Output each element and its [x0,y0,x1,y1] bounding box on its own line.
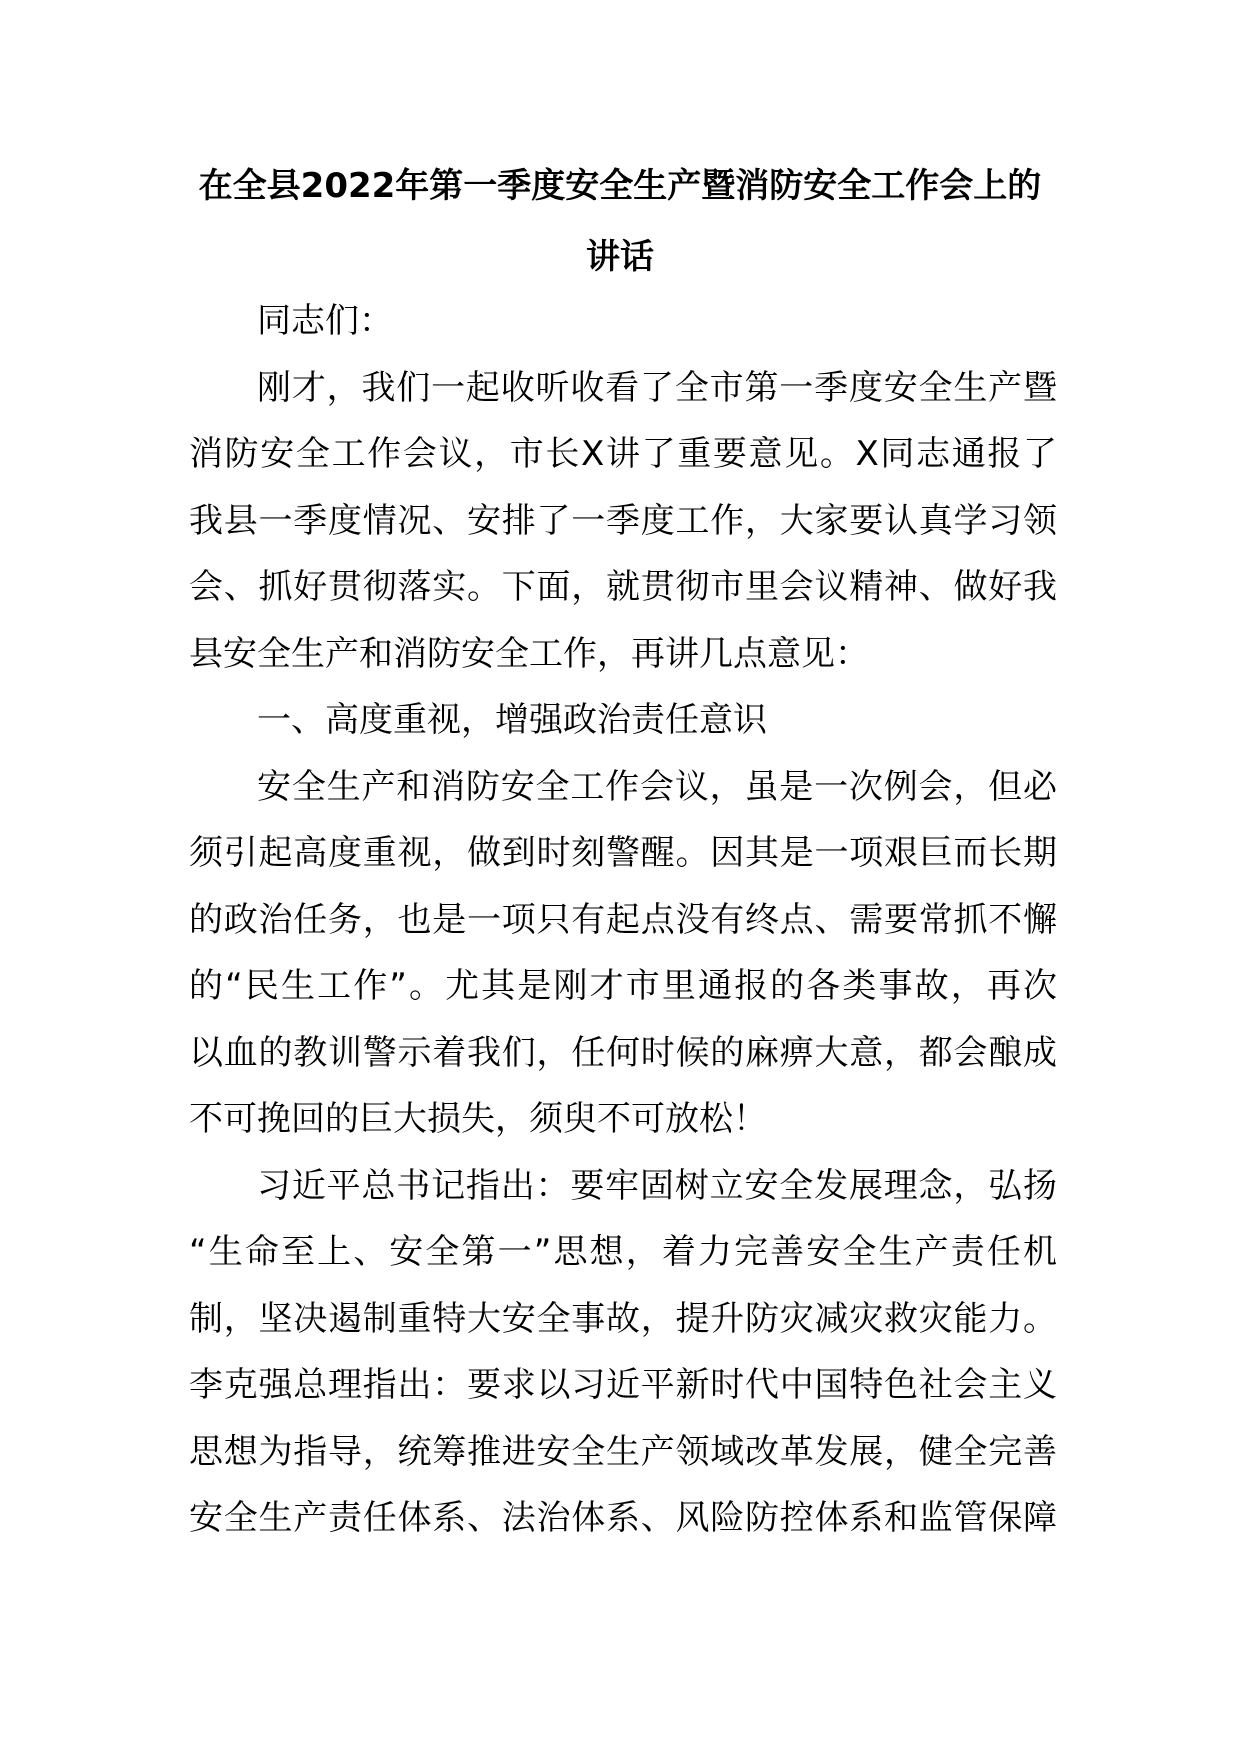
text-line: 安全生产和消防安全工作会议，虽是一次例会，但必 [257,766,1057,807]
text-line: 一、高度重视，增强政治责任意识 [257,700,767,740]
text-line: 安全生产责任体系、法治体系、风险防控体系和监管保障 [189,1498,1057,1538]
text-line: 刚才，我们一起收听收看了全市第一季度安全生产暨 [257,367,1057,408]
title-line: 讲话 [586,237,654,277]
salutation [189,288,1057,355]
text-line: 县安全生产和消防安全工作，再讲几点意见： [189,633,869,674]
text-line: 的“民生工作”。尤其是刚才市里通报的各类事故，再次 [189,966,1057,1006]
paragraph-intro [189,355,1057,688]
text-line: 不可挽回的巨大损失，须臾不可放松！ [189,1099,767,1139]
section-heading [189,687,1057,754]
text-line: 思想为指导，统筹推进安全生产领域改革发展，健全完善 [189,1431,1057,1472]
document-title [150,151,1090,293]
paragraph [189,754,1057,1153]
paragraph [189,1153,1057,1552]
text-line: 消防安全工作会议，市长X讲了重要意见。X同志通报了 [189,434,1057,474]
document-body [189,288,1057,1552]
text-line: 习近平总书记指出：要牢固树立安全发展理念，弘扬 [257,1165,1057,1206]
text-line: 制，坚决遏制重特大安全事故，提升防灾减灾救灾能力。 [189,1298,1057,1339]
text-line: “生命至上、安全第一”思想，着力完善安全生产责任机 [189,1232,1057,1272]
text-line: 我县一季度情况、安排了一季度工作，大家要认真学习领 [189,500,1057,541]
title-line: 在全县2022年第一季度安全生产暨消防安全工作会上的 [198,166,1042,206]
text-line: 须引起高度重视，做到时刻警醒。因其是一项艰巨而长期 [189,833,1057,873]
text-line: 的政治任务，也是一项只有起点没有终点、需要常抓不懈 [189,899,1057,940]
text-line: 李克强总理指出：要求以习近平新时代中国特色社会主义 [189,1365,1057,1405]
text-line: 以血的教训警示着我们，任何时候的麻痹大意，都会酿成 [189,1032,1057,1073]
text-line: 同志们： [257,301,393,341]
text-line: 会、抓好贯彻落实。下面，就贯彻市里会议精神、做好我 [189,567,1057,607]
